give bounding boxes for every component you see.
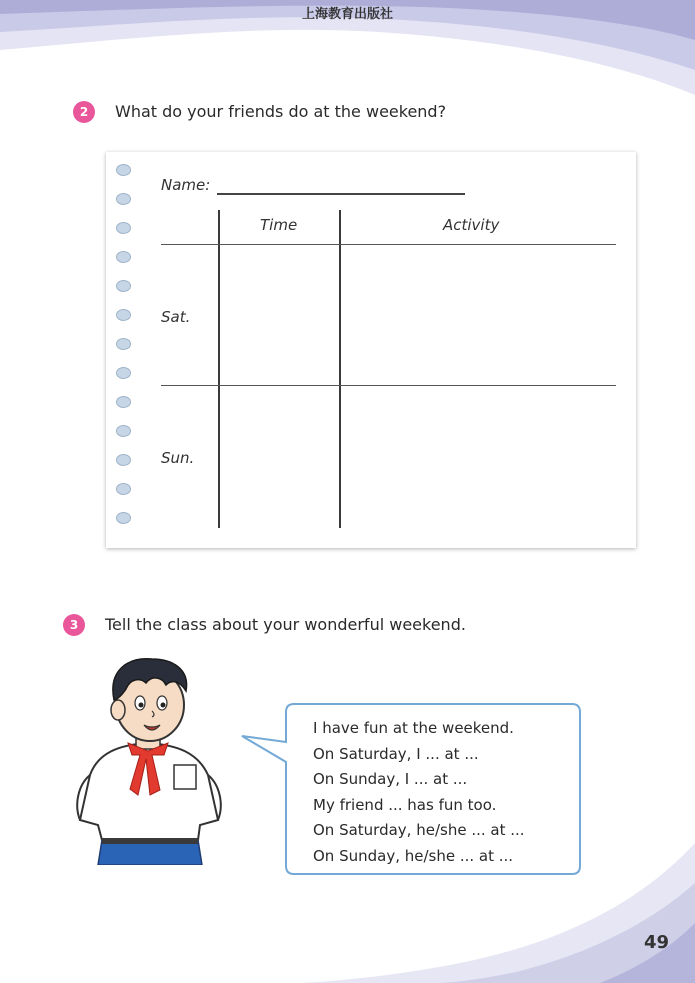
section-3-number-badge: 3 <box>63 614 85 636</box>
binder-hole <box>116 251 131 263</box>
table-divider-vertical <box>218 210 220 528</box>
bubble-line: On Saturday, he/she ... at ... <box>313 821 525 839</box>
boy-illustration <box>68 655 228 865</box>
bubble-line: On Saturday, I ... at ... <box>313 744 479 763</box>
name-label: Name: <box>161 176 211 194</box>
binder-hole <box>116 338 131 350</box>
binder-hole <box>116 280 131 292</box>
binder-hole <box>116 512 131 524</box>
bubble-line: On Sunday, he/she ... at ... <box>313 846 514 865</box>
bubble-line: My friend ... has fun too. <box>313 795 497 814</box>
row-label-sunday: Sun. <box>161 449 195 467</box>
row-label-saturday: Sat. <box>161 308 191 326</box>
survey-notebook-card <box>106 152 636 548</box>
binder-hole <box>116 454 131 466</box>
bottom-wave-decoration <box>0 843 695 983</box>
column-header-time: Time <box>260 216 298 234</box>
table-divider-vertical <box>339 210 341 528</box>
section-2-number-badge: 2 <box>73 101 95 123</box>
binder-hole <box>116 164 131 176</box>
section-3-title: Tell the class about your wonderful weekend. <box>105 615 466 634</box>
bubble-line: On Sunday, I ... at ... <box>313 770 468 788</box>
binder-hole <box>116 222 131 234</box>
column-header-activity: Activity <box>443 216 500 234</box>
table-divider-horizontal <box>161 244 616 245</box>
bubble-line: I have fun at the weekend. <box>313 719 514 737</box>
section-2-title: What do your friends do at the weekend? <box>115 102 447 121</box>
name-input-line[interactable] <box>217 193 465 195</box>
binder-hole <box>116 193 131 205</box>
page-number: 49 <box>644 932 670 953</box>
binder-hole <box>116 483 131 495</box>
table-divider-horizontal <box>161 385 616 386</box>
binder-hole <box>116 425 131 437</box>
publisher-name: 上海教育出版社 <box>301 7 393 22</box>
binder-hole <box>116 367 131 379</box>
binder-hole <box>116 396 131 408</box>
binder-hole <box>116 309 131 321</box>
